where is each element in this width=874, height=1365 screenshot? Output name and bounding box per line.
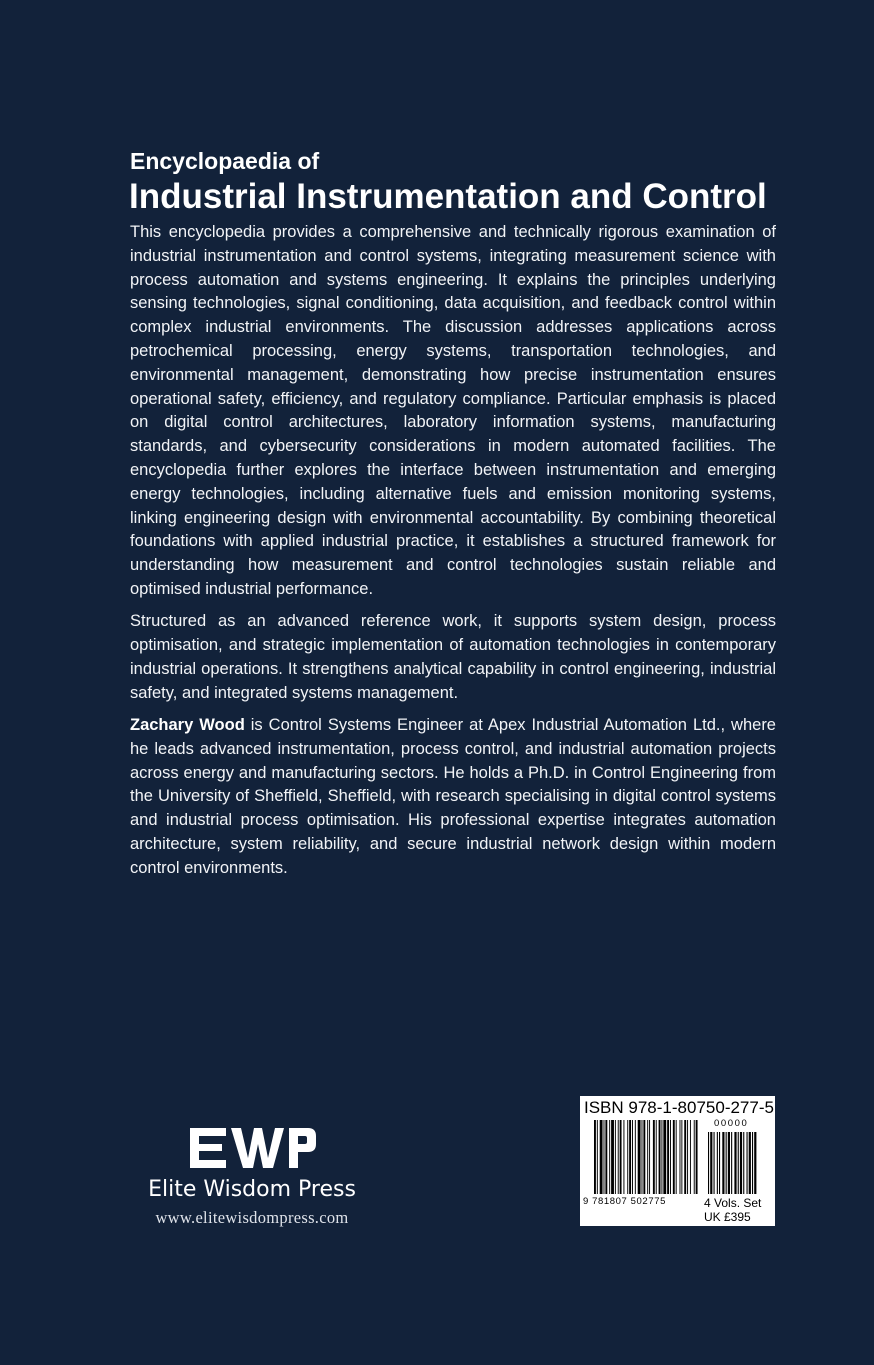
set-info — [704, 1196, 761, 1224]
author-bio — [130, 714, 776, 881]
title-prefix: Encyclopaedia of — [130, 148, 320, 174]
description-block — [130, 221, 776, 889]
description-paragraph-2: Structured as an advanced reference work, it supports system design, process optimisation, and strategic implementation of automation technologies in contemporary industrial operations. It strengthens analytical capability in control engineering, industrial safety, and integrated systems management. — [130, 612, 776, 702]
isbn-number: ISBN 978-1-80750-277-5 — [584, 1098, 774, 1117]
barcode-bars — [580, 1118, 775, 1198]
ean-digits: 9 781807 502775 — [583, 1196, 666, 1207]
addon-digits: 00000 — [714, 1118, 749, 1129]
description-paragraph-1: This encyclopedia provides a comprehensive and technically rigorous examination of industrial instrumentation and control systems, integrating measurement science with process automation and systems engineering. It explains the principles underlying sensing technologies, signal conditioning, data acquisition, and feedback control within complex industrial environments. The discussion addresses applications across petrochemical processing, energy systems, transportation technologies, and environmental management, demonstrating how precise instrumentation ensures operational safety, efficiency, and regulatory compliance. Particular emphasis is placed on digital control architectures, laboratory information systems, manufacturing standards, and cybersecurity considerations in modern automated facilities. The encyclopedia further explores the interface between instrumentation and emerging energy technologies, including alternative fuels and emission monitoring systems, linking engineering design with environmental accountability. By combining theoretical foundations with applied industrial practice, it establishes a structured framework for understanding how measurement and control technologies sustain reliable and optimised industrial performance. — [130, 223, 776, 598]
publisher-name: Elite Wisdom Press — [148, 1177, 356, 1202]
author-bio-text: is Control Systems Engineer at Apex Industrial Automation Ltd., where he leads advanced instrumentation, process control, and industrial automation projects across energy and manufacturing sectors. He holds a Ph.D. in Control Engineering from the University of Sheffield, Sheffield, with research specialising in digital control systems and industrial process optimisation. His professional expertise integrates automation architecture, system reliability, and secure industrial network design within modern control environments. — [130, 715, 776, 877]
price: UK £395 — [704, 1210, 751, 1224]
set-label: 4 Vols. Set — [704, 1196, 762, 1210]
publisher-url: www.elitewisdompress.com — [155, 1208, 349, 1227]
publisher-logo — [188, 1124, 318, 1170]
author-name: Zachary Wood — [130, 715, 245, 734]
isbn-barcode — [580, 1096, 775, 1226]
book-title: Industrial Instrumentation and Control — [129, 177, 767, 216]
